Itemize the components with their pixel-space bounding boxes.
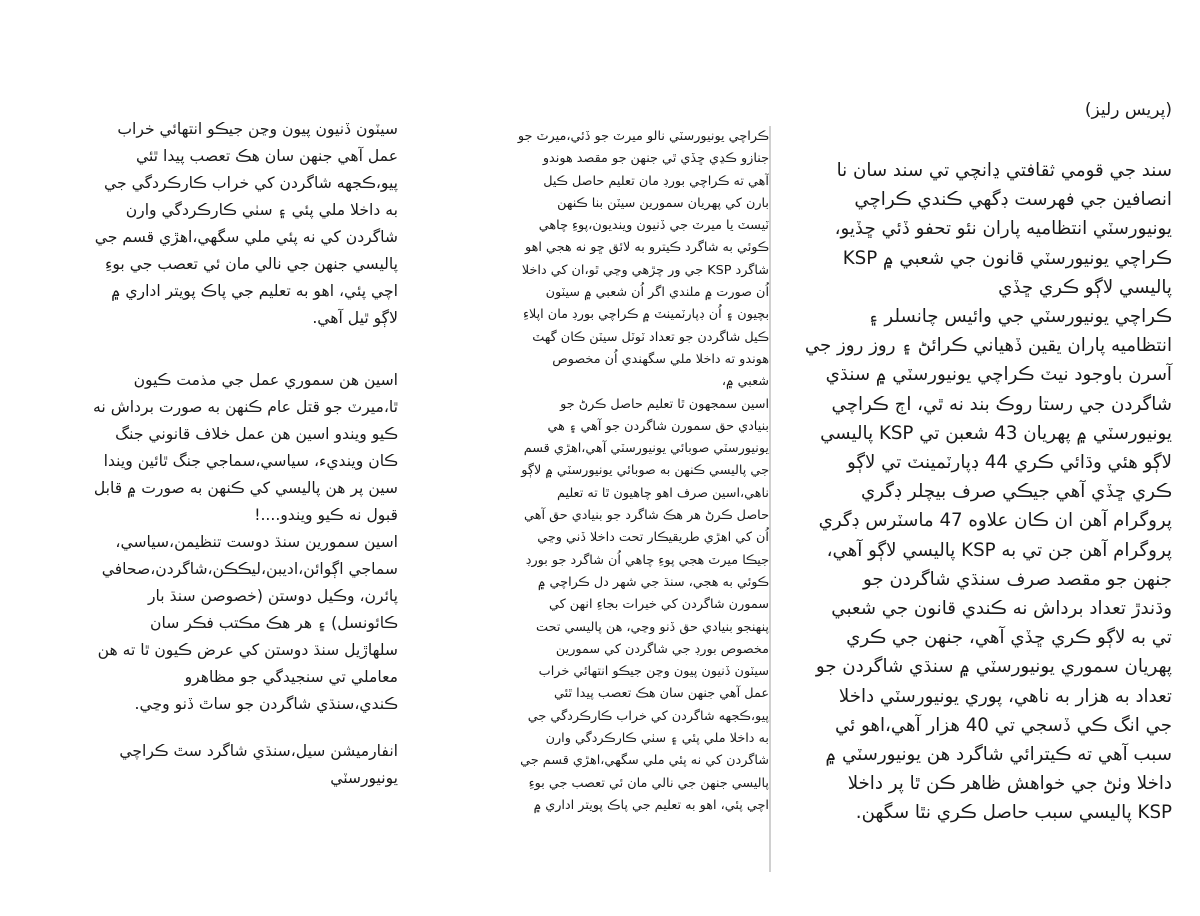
text-line: شاگردن جي رستا روڪ بند نه ٿي، اڄ ڪراچي [831,393,1172,415]
text-line: ڪراچي يونيورسٽي جي وائيس چانسلر ۽ [867,306,1172,328]
text-line: پهريان سموري يونيورسٽي ۾ سنڌي شاگردن جو [815,656,1172,678]
column-divider [769,126,771,872]
text-line: هوندو ته داخلا ملي سگهندي اُن مخصوص [552,351,769,367]
text-line: پاليسي جنهن جي نالي مان ئي تعصب جي بوءِ [528,775,769,791]
text-line: اُن صورت ۾ ملندي اگر اُن شعبي ۾ سيٽون [545,285,769,301]
paragraph-gap [26,332,398,367]
text-line: شاگردن کي نه پئي ملي سگهي،اهڙي قسم جي [94,228,398,246]
text-line: ڪائونسل) ۽ هر هڪ مڪتب فڪر سان [150,614,398,632]
text-line: تعداد به هزار به ناهي، پوري يونيورسٽي داخلا [838,685,1172,707]
text-line: جنازو ڪڍي ڇڏي ٿي جنهن جو مقصد هوندو [542,151,769,167]
text-line: بارن کي پهريان سمورين سيٽن بنا ڪنهن [557,195,769,211]
text-line: ڪيل شاگردن جو تعداد ٽوٽل سيٽن ڪان گهٽ [532,329,769,345]
text-line: عمل آهي جنهن سان هڪ تعصب پيدا ٿئي [553,686,769,702]
text-line: سين پر هن پاليسي کي ڪنهن به صورت ۾ قابل [93,479,398,497]
text-line: يونيورسٽي انتظاميه پاران نئو تحفو ڏئي ڇڏيو، [834,218,1172,240]
signature-line: انفارميشن سيل،سنڌي شاگرد سٿ ڪراچي [119,742,398,760]
text-line: آهي ته ڪراچي بورڊ مان تعليم حاصل ڪيل [543,173,769,189]
text-line: ڪري ڇڏي آهي جيڪي صرف بيچلر ڊگري [861,481,1172,503]
text-line: تي به لاڳو ڪري ڇڏي آهي، جنهن جي ڪري [846,627,1172,649]
text-line: سبب آهي ته ڪيترائي شاگرد هن يونيورسٽي ۾ [825,744,1172,766]
text-line: اچي پئي، اهو به تعليم جي پاڪ پويتر اداري ۾ [111,282,398,300]
text-line: پائرن، وڪيل دوستن (خصوصن سنڌ بار [148,587,398,605]
right-column [792,156,1172,828]
text-line: بنيادي حق سمورن شاگردن جو آهي ۽ هي [547,418,769,434]
text-line: ڪراچي يونيورسٽي نالو ميرٽ جو ڏئي،ميرٽ جو [517,129,769,144]
text-line: ڪوئي به هجي، سنڌ جي شهر دل ڪراچي ۾ [537,574,769,590]
paragraph-gap [26,718,398,738]
text-line: جي پاليسي ڪنهن به صوبائي يونيورسٽي ۾ لاڳو [521,463,769,479]
text-line: سماجي اڳوائن،اديبن،ليڪڪن،شاگردن،صحافي [101,560,398,578]
text-line: آسرن باوجود نيٽ ڪراچي يونيورسٽي ۾ سنڌي [825,364,1172,386]
text-line: يونيورسٽي ۾ پهريان 43 شعبن تي KSP پاليسي [820,422,1172,444]
text-line: اُن کي اهڙي طريقيڪار تحت داخلا ڏني وڃي [537,530,769,546]
text-line: لاڳو ٿيل آهي. [312,309,398,327]
middle-column [451,126,769,872]
text-line: KSP پاليسي سبب حاصل ڪري نٿا سگهن. [855,802,1172,824]
text-line: پاليسي جنهن جي نالي مان ئي تعصب جي بوءِ [105,255,398,273]
text-line: اسين هن سموري عمل جي مذمت ڪيون [133,371,398,389]
text-line: جنهن جو مقصد صرف سنڌي شاگردن جو [863,568,1172,590]
text-line: سلهاڙيل سنڌ دوستن کي عرض ڪيون ٿا ته هن [97,641,398,659]
text-line: معاملي تي سنجيدگي جو مظاهرو [184,668,398,686]
text-line: سيٽون ڏنيون پيون وڃن جيڪو انتهائي خراب [117,120,398,138]
text-line: شاگردن کي نه پئي ملي سگهي،اهڙي قسم جي [520,753,769,769]
press-release-tag: (پريس رليز) [1084,100,1172,120]
text-line: ٽيسٽ يا ميرٽ جي ڏنيون وينديون،پوءِ چاهي [538,218,769,234]
text-line: پيو،ڪجهه شاگردن کي خراب ڪارڪردگي جي [527,708,769,724]
text-line: پيو،ڪجهه شاگردن کي خراب ڪارڪردگي جي [104,174,398,192]
text-line: مخصوص بورڊ جي شاگردن کي سمورين [555,641,769,657]
text-line: عمل آهي جنهن سان هڪ تعصب پيدا ٿئي [135,147,398,165]
text-line: به داخلا ملي پئي ۽ سٺي ڪارڪردگي وارن [545,731,769,747]
text-line: قبول نه ڪيو ويندو....! [254,506,398,524]
text-line: ٿا،ميرٽ جو قتل عام ڪنهن به صورت برداش نه [93,398,398,416]
text-line: ڪيو ويندو اسين هن عمل خلاف قانوني جنگ [115,425,398,443]
text-line: ڪراچي يونيورسٽي قانون جي شعبي ۾ KSP [842,247,1172,269]
signature-line: يونيورسٽي [330,769,398,787]
text-line: ڪوئي به شاگرد ڪيترو به لائق ڇو نه هجي اهو [524,240,769,256]
text-line: وڌندڙ تعداد برداش نه ڪندي قانون جي شعبي [831,598,1172,620]
text-line: انصافين جي فهرست ڊگهي ڪندي ڪراچي [854,189,1172,211]
text-line: بچيون ۽ اُن ڊپارٽمينٽ ۾ ڪراچي بورڊ مان اپلاءِ [522,307,769,323]
text-line: شعبي ۾، [721,374,769,390]
text-line: جيڪا ميرٽ هجي پوءِ چاهي اُن شاگرد جو بورڊ [525,552,769,568]
text-line: اسين سمجهون ٿا تعليم حاصل ڪرڻ جو [560,396,769,412]
text-line: پنهنجو بنيادي حق ڏنو وڃي، هن پاليسي تحت [536,619,769,635]
text-line: انتظاميه پاران يقين ڏهياني ڪرائڻ ۽ روز روز جي [804,335,1172,357]
text-line: داخلا وٺڻ جي خواهش ظاهر ڪن ٿا پر داخلا [847,773,1172,795]
text-line: لاڳو هئي وڌائي ڪري 44 ڊپارٽمينٽ تي لاڳو [846,452,1172,474]
text-line: سمورن شاگردن کي خيرات بجاءِ انهن کي [548,597,769,613]
text-line: پروگرام آهن ان ڪان علاوه 47 ماسٽرس ڊگري [818,510,1172,532]
text-line: پاليسي لاڳو ڪري ڇڏي [998,276,1172,298]
text-line: ڪان وينديء، سياسي،سماجي جنگ ٿائين ويندا [103,452,398,470]
text-line: اچي پئي، اهو به تعليم جي پاڪ پويتر اداري ۾ [533,797,769,813]
text-line: سيٽون ڏنيون پيون وڃن جيڪو انتهائي خراب [538,664,769,680]
text-line: جي انگ ڪي ڏسجي تي 40 هزار آهي،اهو ئي [834,714,1172,736]
text-line: حاصل ڪرڻ هر هڪ شاگرد جو بنيادي حق آهي [524,508,769,524]
text-line: يونيورسٽي صوبائي يونيورسٽي آهي،اهڙي قسم [523,441,769,457]
text-line: به داخلا ملي پئي ۽ سٺي ڪارڪردگي وارن [125,201,398,219]
text-line: سند جي قومي ثقافتي ڍانچي تي سند سان نا [836,160,1172,181]
text-line: ناهي،اسين صرف اهو چاهيون ٿا ته تعليم [556,485,769,501]
text-line: پروگرام آهن جن تي به KSP پاليسي لاڳو آهي، [826,539,1172,561]
text-line: ڪندي،سنڌي شاگردن جو ساٿ ڏنو وڃي. [134,695,398,713]
text-line: شاگرد KSP جي ور چڙهي وڃي ٿو،ان کي داخلا [521,262,769,278]
text-line: اسين سمورين سنڌ دوست تنظيمن،سياسي، [115,533,398,551]
left-column [26,116,398,792]
